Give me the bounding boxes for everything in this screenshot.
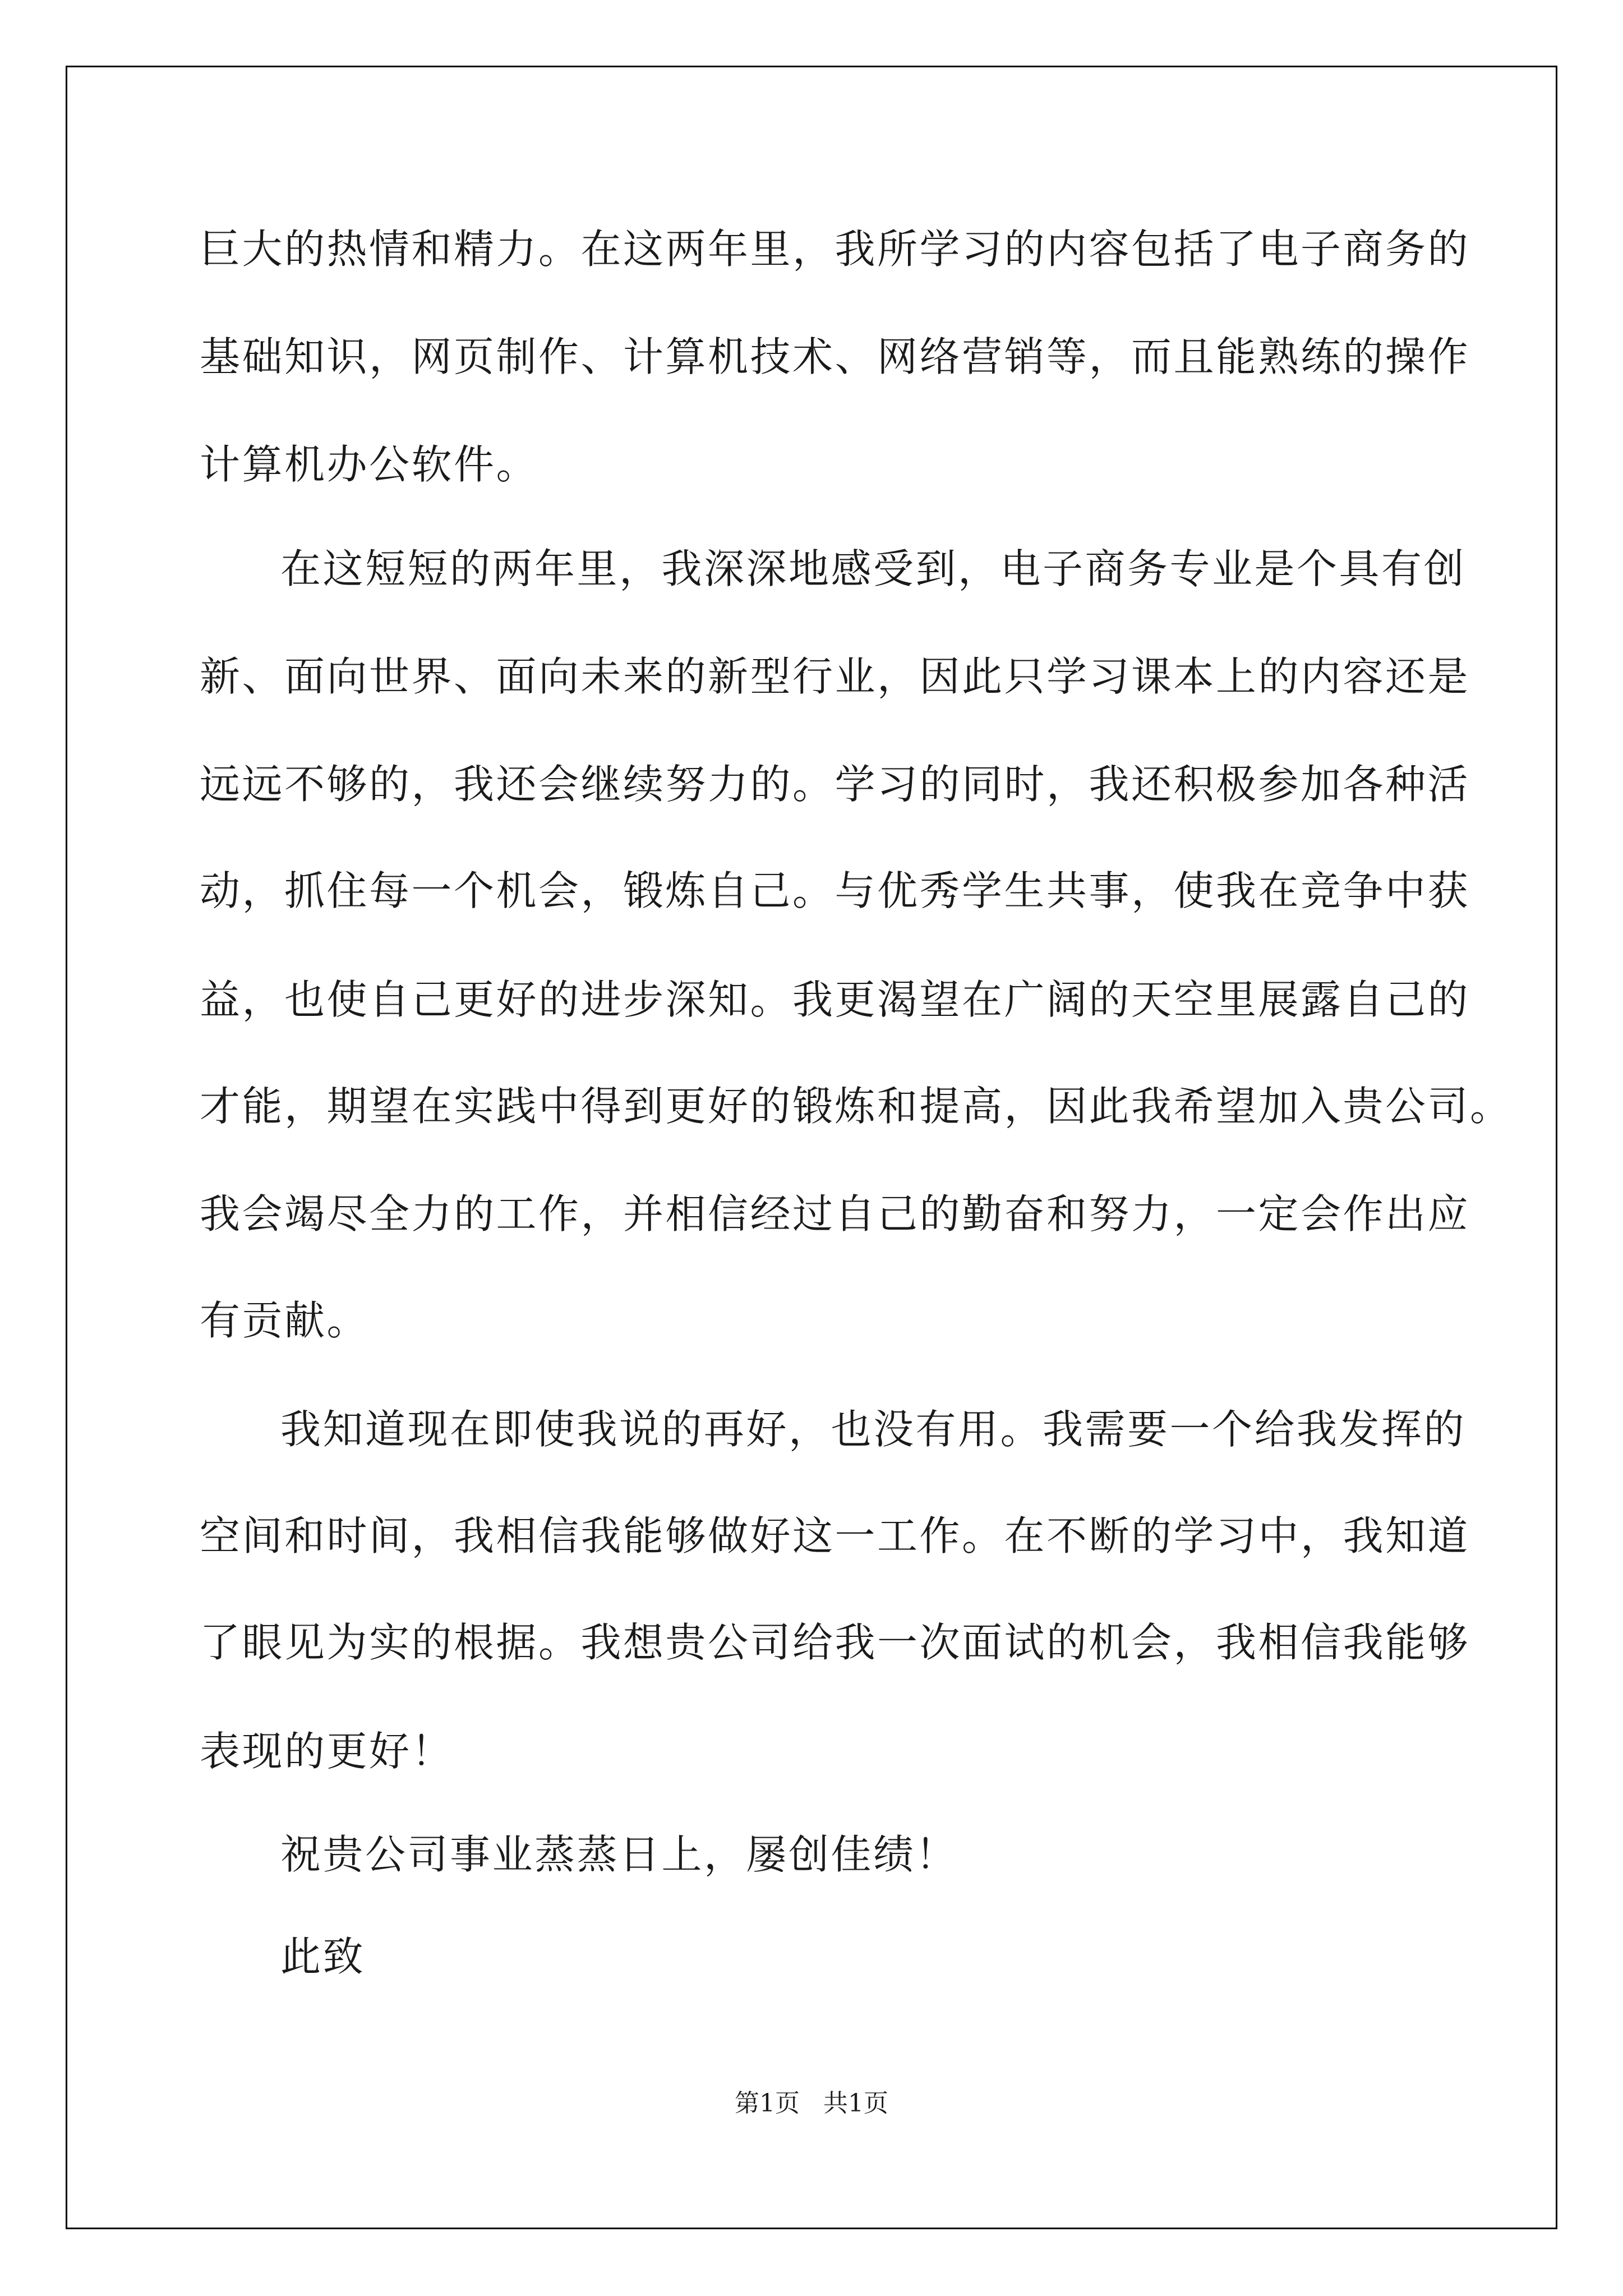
body-line-2: 基础知识，网页制作、计算机技术、网络营销等，而且能熟练的操作 [200, 333, 1470, 380]
body-line-14: 了眼见为实的根据。我想贵公司给我一次面试的机会，我相信我能够 [200, 1619, 1470, 1666]
body-line-15: 表现的更好！ [200, 1728, 454, 1775]
body-line-7: 动，抓住每一个机会，锻炼自己。与优秀学生共事，使我在竞争中获 [200, 867, 1470, 914]
body-line-10: 我会竭尽全力的工作，并相信经过自己的勤奋和努力，一定会作出应 [200, 1190, 1470, 1237]
closing-wish: 祝贵公司事业蒸蒸日上，屡创佳绩！ [280, 1831, 958, 1878]
body-line-5: 新、面向世界、面向未来的新型行业，因此只学习课本上的内容还是 [200, 653, 1470, 700]
body-line-3: 计算机办公软件。 [200, 441, 539, 488]
body-line-6: 远远不够的，我还会继续努力的。学习的同时，我还积极参加各种活 [200, 761, 1470, 808]
body-line-9: 才能，期望在实践中得到更好的锻炼和提高，因此我希望加入贵公司。 [200, 1083, 1513, 1130]
body-line-13: 空间和时间，我相信我能够做好这一工作。在不断的学习中，我知道 [200, 1512, 1470, 1559]
body-line-8: 益，也使自己更好的进步深知。我更渴望在广阔的天空里展露自己的 [200, 976, 1470, 1023]
page-border [66, 66, 1557, 2229]
closing-salutation: 此致 [280, 1933, 366, 1980]
page-number-footer: 第1页 共1页 [735, 2089, 888, 2118]
body-line-4: 在这短短的两年里，我深深地感受到，电子商务专业是个具有创 [280, 545, 1467, 592]
body-line-12: 我知道现在即使我说的再好，也没有用。我需要一个给我发挥的 [280, 1406, 1467, 1453]
body-line-11: 有贡献。 [200, 1297, 370, 1344]
body-line-1: 巨大的热情和精力。在这两年里，我所学习的内容包括了电子商务的 [200, 226, 1470, 273]
